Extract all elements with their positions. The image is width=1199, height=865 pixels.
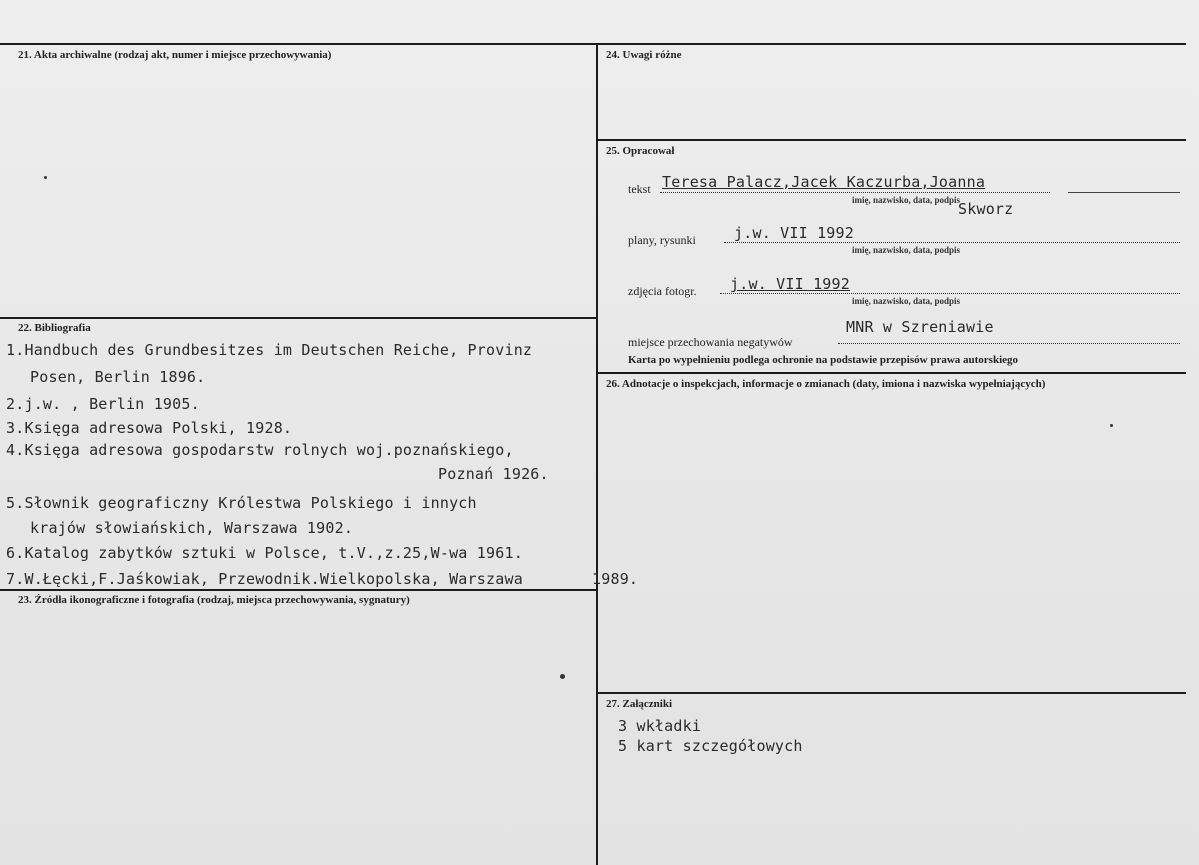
scan-speck [1110,424,1113,427]
scan-speck [44,176,47,179]
section-24-label: 24. Uwagi różne [606,49,682,61]
negatyw-underline [838,343,1180,344]
plany-underline [724,242,1180,243]
scan-speck [560,674,565,679]
bibliography-line: 1.Handbuch des Grundbesitzes im Deutschen Reiche, Provinz [6,341,533,359]
section-25-label: 25. Opracował [606,145,675,157]
tekst-caption: imię, nazwisko, data, podpis [852,195,961,205]
bibliography-line: 7.W.Łęcki,F.Jaśkowiak, Przewodnik.Wielkopolska, Warszawa [6,570,523,588]
bibliography-line: krajów słowiańskich, Warszawa 1902. [30,519,354,537]
divider-22-23 [0,589,596,591]
zdjecia-underline [720,293,1180,294]
section-22-label: 22. Bibliografia [18,322,91,334]
center-divider-line [596,43,598,865]
plany-label: plany, rysunki [628,233,696,247]
zdjecia-value: j.w. VII 1992 [730,275,850,293]
zdjecia-caption: imię, nazwisko, data, podpis [852,296,961,306]
bibliography-line: Posen, Berlin 1896. [30,368,206,386]
bibliography-line: 2.j.w. , Berlin 1905. [6,395,200,413]
tekst-signature-line [1068,192,1180,193]
bibliography-line: Poznań 1926. [438,465,549,483]
divider-25-26 [598,372,1186,374]
attachment-line: 5 kart szczegółowych [618,737,803,755]
bibliography-line: 5.Słownik geograficzny Królestwa Polskiego i innych [6,494,477,512]
divider-21-22 [0,317,596,319]
tekst-value-continued: Skworz [958,200,1014,218]
section-21-label: 21. Akta archiwalne (rodzaj akt, numer i miejsce przechowywania) [18,49,332,61]
top-border-line [0,43,1186,45]
section-27-label: 27. Załączniki [606,698,673,710]
plany-value: j.w. VII 1992 [734,224,854,242]
attachment-line: 3 wkładki [618,717,702,735]
tekst-underline [660,192,1050,193]
negatyw-value: MNR w Szreniawie [846,318,994,336]
section-26-label: 26. Adnotacje o inspekcjach, informacje o zmianach (daty, imiona i nazwiska wypełniających) [606,378,1046,390]
tekst-value: Teresa Palacz,Jacek Kaczurba,Joanna [662,173,986,191]
plany-caption: imię, nazwisko, data, podpis [852,245,961,255]
bibliography-line: 6.Katalog zabytków sztuki w Polsce, t.V.,z.25,W-wa 1961. [6,544,523,562]
section-23-label: 23. Źródła ikonograficzne i fotografia (rodzaj, miejsca przechowywania, sygnatury) [18,594,410,606]
bibliography-line: 3.Księga adresowa Polski, 1928. [6,419,293,437]
tekst-label: tekst [628,182,651,196]
bibliography-line: 4.Księga adresowa gospodarstw rolnych woj.poznańskiego, [6,441,514,459]
bibliography-line: 1989. [592,570,639,588]
divider-24-25 [598,139,1186,141]
zdjecia-label: zdjęcia fotogr. [628,284,697,298]
negatyw-label: miejsce przechowania negatywów [628,335,793,349]
copyright-note: Karta po wypełnieniu podlega ochronie na podstawie przepisów prawa autorskiego [628,354,1019,366]
divider-26-27 [598,692,1186,694]
